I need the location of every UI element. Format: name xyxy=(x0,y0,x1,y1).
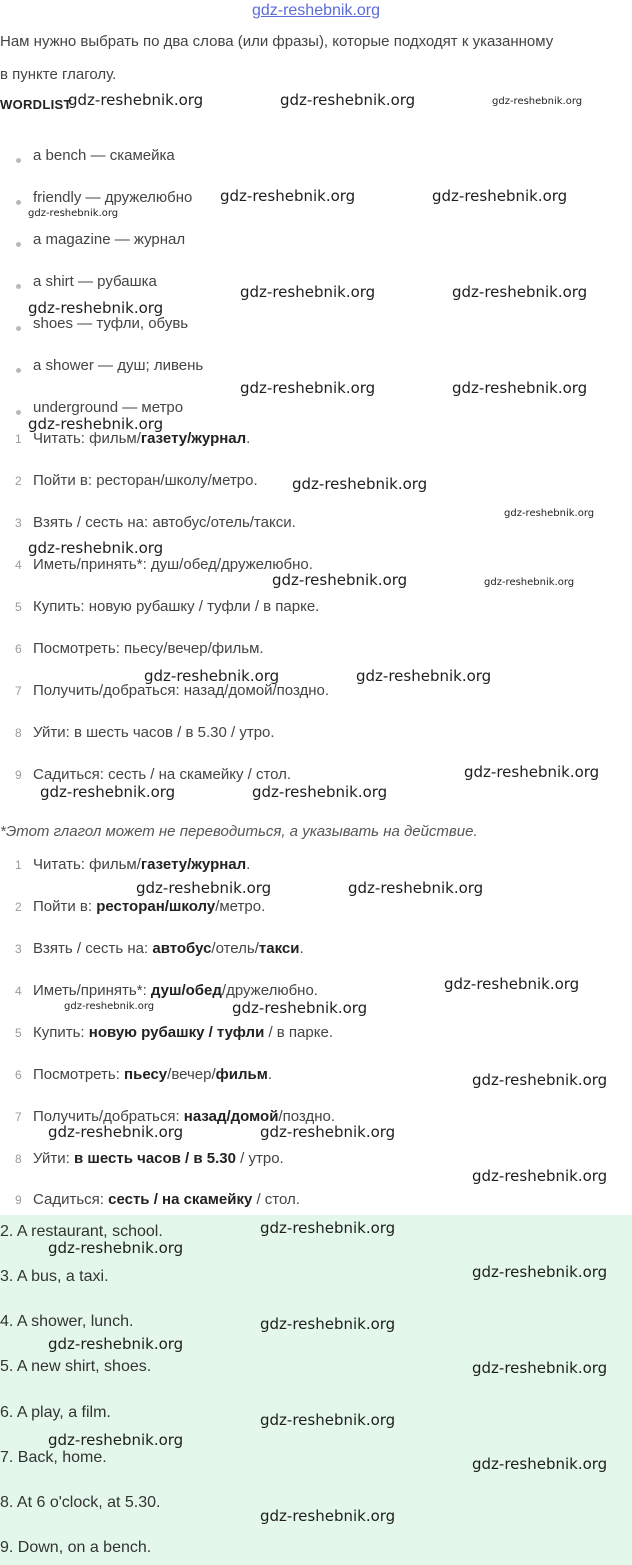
answer-line: 2. A restaurant, school. xyxy=(0,1223,163,1240)
answer-highlight: душ/обед xyxy=(150,982,222,999)
watermark-text: gdz-reshebnik.org xyxy=(136,879,272,897)
solved-line xyxy=(33,1066,272,1083)
task-text-part: /метро. xyxy=(215,898,266,915)
bullet-icon xyxy=(16,284,21,289)
answer-highlight: фильм xyxy=(215,1066,268,1083)
site-header-link[interactable]: gdz-reshebnik.org xyxy=(251,2,381,19)
watermark-text: gdz-reshebnik.org xyxy=(472,1263,608,1281)
task-text-part: Пойти в: ресторан/школу/метро. xyxy=(33,472,258,489)
watermark-text: gdz-reshebnik.org xyxy=(444,975,580,993)
bullet-icon xyxy=(16,200,21,205)
task-text-part: Садиться: xyxy=(33,1191,109,1208)
task-number: 4 xyxy=(15,558,22,572)
answer-highlight: газету/журнал xyxy=(140,430,247,447)
wordlist-item: friendly — дружелюбно xyxy=(33,189,193,206)
solved-line xyxy=(33,1191,300,1208)
task-text-part: Уйти: в шесть часов / в 5.30 / утро. xyxy=(33,724,275,741)
task-text-part: Получить/добраться: назад/домой/поздно. xyxy=(33,682,330,699)
answer-line: 8. At 6 o'clock, at 5.30. xyxy=(0,1494,161,1511)
watermark-text: gdz-reshebnik.org xyxy=(260,1507,396,1525)
task-line xyxy=(33,598,319,615)
solved-number: 8 xyxy=(15,1152,22,1166)
task-text-part: /отель/ xyxy=(211,940,259,957)
task-text-part: Читать: фильм/ xyxy=(33,430,141,447)
watermark-text: gdz-reshebnik.org xyxy=(232,999,368,1017)
task-line xyxy=(33,556,313,573)
watermark-text: gdz-reshebnik.org xyxy=(472,1071,608,1089)
answer-highlight: в шесть часов / в 5.30 xyxy=(74,1150,236,1167)
answer-highlight: ресторан/школу xyxy=(96,898,216,915)
answer-highlight: новую рубашку / туфли xyxy=(88,1024,265,1041)
watermark-text: gdz-reshebnik.org xyxy=(452,283,588,301)
wordlist-item: a shower — душ; ливень xyxy=(33,357,204,374)
watermark-text: gdz-reshebnik.org xyxy=(472,1167,608,1185)
solved-line xyxy=(33,940,304,957)
watermark-text: gdz-reshebnik.org xyxy=(28,208,119,219)
task-number: 2 xyxy=(15,474,22,488)
task-text-part: /вечер/ xyxy=(167,1066,216,1083)
answer-line: 9. Down, on a bench. xyxy=(0,1539,152,1556)
task-text-part: Купить: xyxy=(33,1024,89,1041)
watermark-text: gdz-reshebnik.org xyxy=(64,1001,155,1012)
task-text-part: Взять / сесть на: автобус/отель/такси. xyxy=(33,514,296,531)
watermark-text: gdz-reshebnik.org xyxy=(292,475,428,493)
answer-line: 4. A shower, lunch. xyxy=(0,1313,134,1330)
answer-highlight: такси xyxy=(258,940,300,957)
watermark-text: gdz-reshebnik.org xyxy=(472,1359,608,1377)
task-text-part: / в парке. xyxy=(264,1024,333,1041)
answer-highlight: газету/журнал xyxy=(140,856,247,873)
solved-line xyxy=(33,982,318,999)
bullet-icon xyxy=(16,410,21,415)
watermark-text: gdz-reshebnik.org xyxy=(28,415,164,433)
watermark-text: gdz-reshebnik.org xyxy=(252,783,388,801)
watermark-text: gdz-reshebnik.org xyxy=(240,379,376,397)
task-text-part: Иметь/принять*: xyxy=(33,982,151,999)
task-text-part: . xyxy=(299,940,304,957)
watermark-text: gdz-reshebnik.org xyxy=(144,667,280,685)
task-text-part: Пойти в: xyxy=(33,898,97,915)
bullet-icon xyxy=(16,242,21,247)
bullet-icon xyxy=(16,368,21,373)
solved-number: 7 xyxy=(15,1110,22,1124)
watermark-text: gdz-reshebnik.org xyxy=(28,299,164,317)
task-text-part: . xyxy=(246,430,251,447)
task-line xyxy=(33,514,296,531)
answer-line: 3. A bus, a taxi. xyxy=(0,1268,109,1285)
wordlist-item: shoes — туфли, обувь xyxy=(33,315,189,332)
intro-line-1: Нам нужно выбрать по два слова (или фразы), которые подходят к указанному xyxy=(0,33,554,50)
task-number: 9 xyxy=(15,768,22,782)
task-number: 8 xyxy=(15,726,22,740)
solved-line xyxy=(33,1150,284,1167)
task-text-part: Посмотреть: пьесу/вечер/фильм. xyxy=(33,640,264,657)
task-text-part: . xyxy=(267,1066,273,1083)
watermark-text: gdz-reshebnik.org xyxy=(432,187,568,205)
solved-line xyxy=(33,898,265,915)
watermark-text: gdz-reshebnik.org xyxy=(48,1123,184,1141)
answer-highlight: сесть / на скамейку xyxy=(108,1191,253,1208)
watermark-text: gdz-reshebnik.org xyxy=(48,1431,184,1449)
intro-line-2: в пункте глаголу. xyxy=(0,66,117,83)
solved-number: 4 xyxy=(15,984,22,998)
watermark-text: gdz-reshebnik.org xyxy=(260,1123,396,1141)
task-text-part: Купить: новую рубашку / туфли / в парке. xyxy=(33,598,320,615)
task-line xyxy=(33,640,264,657)
answer-line: 6. A play, a film. xyxy=(0,1404,111,1421)
answer-highlight: автобус xyxy=(152,940,212,957)
watermark-text: gdz-reshebnik.org xyxy=(272,571,408,589)
watermark-text: gdz-reshebnik.org xyxy=(260,1411,396,1429)
solved-number: 3 xyxy=(15,942,22,956)
answer-highlight: назад/домой xyxy=(183,1108,279,1125)
wordlist-item: underground — метро xyxy=(33,399,184,416)
watermark-text: gdz-reshebnik.org xyxy=(492,96,583,107)
watermark-text: gdz-reshebnik.org xyxy=(220,187,356,205)
task-text-part: Взять / сесть на: xyxy=(33,940,153,957)
watermark-text: gdz-reshebnik.org xyxy=(356,667,492,685)
watermark-text: gdz-reshebnik.org xyxy=(48,1239,184,1257)
task-number: 6 xyxy=(15,642,22,656)
answer-line: 7. Back, home. xyxy=(0,1449,107,1466)
task-line xyxy=(33,766,291,783)
task-text-part: / стол. xyxy=(252,1191,300,1208)
watermark-text: gdz-reshebnik.org xyxy=(48,1335,184,1353)
task-text-part: Иметь/принять*: душ/обед/дружелюбно. xyxy=(33,556,313,573)
task-number: 3 xyxy=(15,516,22,530)
watermark-text: gdz-reshebnik.org xyxy=(452,379,588,397)
solved-number: 9 xyxy=(15,1193,22,1207)
task-line xyxy=(33,724,275,741)
watermark-text: gdz-reshebnik.org xyxy=(280,91,416,109)
answer-highlight: пьесу xyxy=(124,1066,168,1083)
task-text-part: Получить/добраться: xyxy=(33,1108,184,1125)
answer-line: 5. A new shirt, shoes. xyxy=(0,1358,152,1375)
task-number: 5 xyxy=(15,600,22,614)
solved-number: 1 xyxy=(15,858,22,872)
task-text-part: Садиться: сесть / на скамейку / стол. xyxy=(33,766,292,783)
task-text-part: . xyxy=(246,856,251,873)
task-text-part: Читать: фильм/ xyxy=(33,856,141,873)
watermark-text: gdz-reshebnik.org xyxy=(348,879,484,897)
bullet-icon xyxy=(16,326,21,331)
watermark-text: gdz-reshebnik.org xyxy=(260,1219,396,1237)
task-text-part: / утро. xyxy=(235,1150,284,1167)
watermark-text: gdz-reshebnik.org xyxy=(68,91,204,109)
watermark-text: gdz-reshebnik.org xyxy=(28,539,164,557)
solved-line xyxy=(33,856,250,873)
task-text-part: Посмотреть: xyxy=(33,1066,125,1083)
solved-line xyxy=(33,1024,333,1041)
task-text-part: /поздно. xyxy=(278,1108,335,1125)
task-number: 1 xyxy=(15,432,22,446)
footnote: *Этот глагол может не переводиться, а указывать на действие. xyxy=(0,823,478,840)
watermark-text: gdz-reshebnik.org xyxy=(504,508,595,519)
solved-number: 2 xyxy=(15,900,22,914)
watermark-text: gdz-reshebnik.org xyxy=(484,577,575,588)
task-text-part: /дружелюбно. xyxy=(221,982,318,999)
task-line xyxy=(33,472,258,489)
task-number: 7 xyxy=(15,684,22,698)
wordlist-heading: WORDLIST xyxy=(0,97,72,112)
watermark-text: gdz-reshebnik.org xyxy=(464,763,600,781)
wordlist-item: a magazine — журнал xyxy=(33,231,186,248)
solved-number: 6 xyxy=(15,1068,22,1082)
solved-number: 5 xyxy=(15,1026,22,1040)
watermark-text: gdz-reshebnik.org xyxy=(472,1455,608,1473)
watermark-text: gdz-reshebnik.org xyxy=(240,283,376,301)
watermark-text: gdz-reshebnik.org xyxy=(40,783,176,801)
task-text-part: Уйти: xyxy=(33,1150,74,1167)
wordlist-item: a shirt — рубашка xyxy=(33,273,157,290)
watermark-text: gdz-reshebnik.org xyxy=(260,1315,396,1333)
bullet-icon xyxy=(16,158,21,163)
wordlist-item: a bench — скамейка xyxy=(33,147,175,164)
